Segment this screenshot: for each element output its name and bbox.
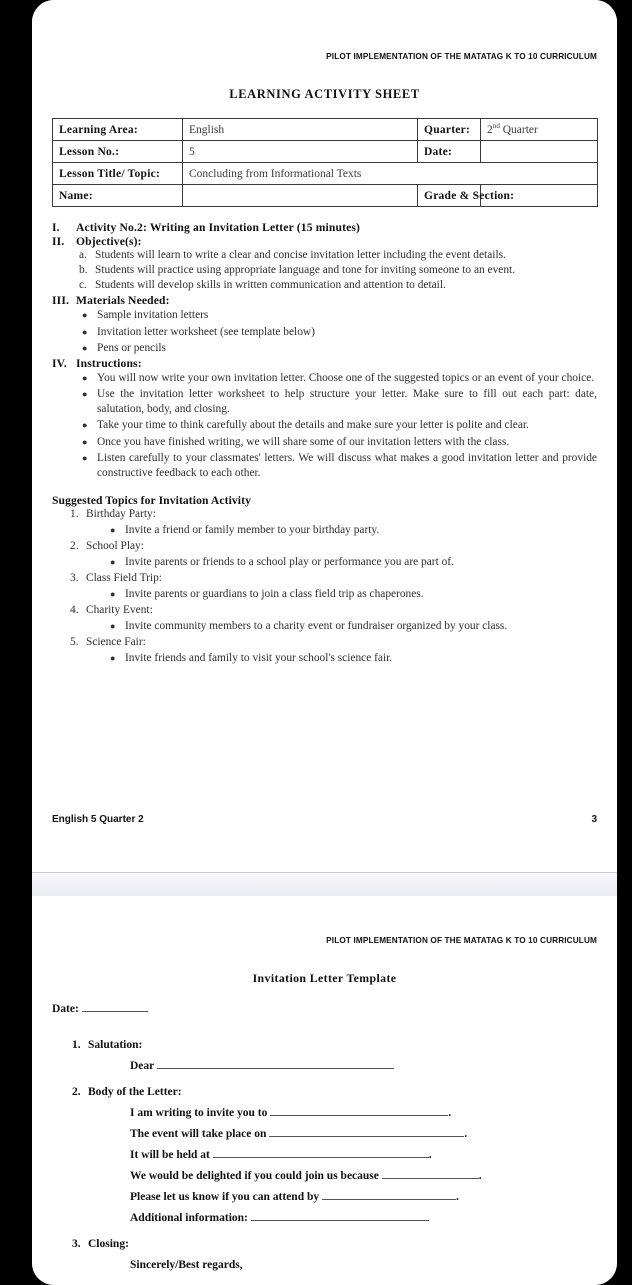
- list-item: [72, 1039, 597, 1072]
- section-activity-numeral: I.: [52, 221, 60, 234]
- body-line-label: I am writing to invite you to: [130, 1107, 268, 1119]
- quarter-label: Quarter:: [418, 119, 481, 141]
- bullet-icon: ●: [82, 310, 88, 321]
- list-item: [70, 603, 597, 635]
- quarter-ordinal-suffix: nd: [492, 121, 500, 130]
- suggested-topics-heading: Suggested Topics for Invitation Activity: [52, 494, 251, 508]
- name-value[interactable]: [183, 185, 418, 207]
- bullet-icon: ●: [82, 326, 88, 337]
- topic-detail: Invite parents or friends to a school play or performance you are part of.: [125, 555, 454, 568]
- template-date-row: [52, 1003, 597, 1015]
- body-line-trailing: .: [428, 1149, 432, 1161]
- objective-marker: c.: [79, 279, 87, 292]
- body-line-blank[interactable]: [322, 1199, 456, 1200]
- list-item: [79, 278, 597, 293]
- topic-marker: 2.: [70, 539, 79, 552]
- bullet-icon: ●: [82, 436, 88, 447]
- list-item: [82, 418, 597, 433]
- table-row-lesson-title: [53, 163, 598, 185]
- lesson-no-value[interactable]: 5: [183, 141, 418, 163]
- body-line-blank[interactable]: [270, 1115, 448, 1116]
- section-materials-title: Materials Needed:: [76, 294, 170, 308]
- material-text: Pens or pencils: [97, 341, 166, 354]
- section-materials-numeral: III.: [52, 294, 70, 308]
- table-row-lesson-no: [53, 141, 598, 163]
- list-item: [82, 435, 597, 450]
- page-title: LEARNING ACTIVITY SHEET: [229, 87, 420, 101]
- name-label: Name:: [53, 185, 183, 207]
- list-item: [82, 325, 597, 340]
- lesson-title-value[interactable]: Concluding from Informational Texts: [183, 163, 598, 185]
- running-header: PILOT IMPLEMENTATION OF THE MATATAG K TO 10 CURRICULUM: [326, 936, 597, 945]
- section-objectives-title: Objective(s):: [76, 235, 142, 248]
- date-label: Date:: [418, 141, 481, 163]
- body-line-label: Please let us know if you can attend by: [130, 1191, 320, 1203]
- topic-title: School Play:: [86, 539, 144, 552]
- topic-detail: Invite community members to a charity event or fundraiser organized by your class.: [125, 619, 508, 632]
- body-line-label: It will be held at: [130, 1149, 210, 1161]
- bullet-icon: ●: [110, 588, 116, 599]
- bullet-icon: ●: [82, 420, 88, 431]
- bullet-icon: ●: [82, 342, 88, 353]
- suggested-topics-list: [52, 507, 597, 667]
- closing-title: Closing:: [88, 1238, 129, 1250]
- list-item: [82, 387, 597, 417]
- document-viewer[interactable]: [32, 0, 617, 1285]
- instruction-text: Take your time to think carefully about the details and make sure your letter is polite and clear.: [97, 419, 529, 432]
- closing-marker: 3.: [72, 1238, 81, 1250]
- topic-marker: 3.: [70, 571, 79, 584]
- bullet-icon: ●: [110, 652, 116, 663]
- body-line-trailing: .: [464, 1128, 468, 1140]
- page-footer: [52, 814, 597, 825]
- body-line-trailing: .: [456, 1191, 459, 1203]
- objectives-list: [52, 248, 597, 293]
- list-item: [82, 308, 597, 323]
- template-sections: [52, 1039, 597, 1271]
- salutation-title: Salutation:: [88, 1039, 143, 1051]
- quarter-value[interactable]: [481, 119, 598, 141]
- document-page-2: [32, 896, 617, 1285]
- template-date-blank[interactable]: [82, 1011, 148, 1012]
- body-line: [130, 1170, 597, 1182]
- section-objectives: [52, 235, 597, 248]
- table-row-name: [53, 185, 598, 207]
- topic-detail: Invite friends and family to visit your school's science fair.: [125, 651, 393, 664]
- bullet-icon: ●: [110, 525, 116, 535]
- list-item: [70, 635, 597, 667]
- objective-text: Students will learn to write a clear and concise invitation letter including the event details.: [95, 249, 506, 261]
- body-line: [130, 1191, 597, 1203]
- topic-detail: Invite parents or guardians to join a class field trip as chaperones.: [125, 587, 424, 600]
- body-line-blank[interactable]: [251, 1220, 429, 1221]
- body-line-trailing: .: [478, 1170, 482, 1182]
- instruction-text: Listen carefully to your classmates' letters. We will discuss what makes a good invitation letter and provide constructive feedback to each other.: [97, 451, 597, 479]
- lesson-title-label: Lesson Title/ Topic:: [53, 163, 183, 185]
- bullet-icon: ●: [82, 372, 88, 383]
- salutation-field-label: Dear: [130, 1060, 155, 1072]
- body-title: Body of the Letter:: [88, 1086, 182, 1098]
- objective-text: Students will practice using appropriate language and tone for inviting someone to an event.: [95, 264, 516, 277]
- bullet-icon: ●: [82, 452, 88, 463]
- learning-area-label: Learning Area:: [53, 119, 183, 141]
- list-item: [72, 1086, 597, 1224]
- closing-text: Sincerely/Best regards,: [130, 1259, 243, 1271]
- list-item: [70, 507, 597, 539]
- list-item: [79, 248, 597, 263]
- objective-text: Students will develop skills in written communication and attention to detail.: [95, 279, 446, 292]
- body-line-blank[interactable]: [269, 1136, 464, 1137]
- grade-section-label: Grade & Section:: [418, 185, 481, 207]
- body-line-label: Additional information:: [130, 1212, 248, 1224]
- topic-title: Science Fair:: [86, 635, 146, 648]
- running-header: PILOT IMPLEMENTATION OF THE MATATAG K TO 10 CURRICULUM: [326, 52, 597, 61]
- bullet-icon: ●: [82, 389, 88, 400]
- list-item: [70, 571, 597, 603]
- bullet-icon: ●: [110, 556, 116, 567]
- body-line: [130, 1212, 597, 1224]
- section-instructions-numeral: IV.: [52, 356, 67, 370]
- objective-marker: a.: [79, 249, 87, 261]
- list-item: [72, 1238, 597, 1271]
- topic-title: Class Field Trip:: [86, 571, 162, 584]
- list-item: [82, 371, 597, 386]
- salutation-blank[interactable]: [157, 1068, 394, 1069]
- section-instructions: [52, 357, 597, 370]
- date-value[interactable]: [481, 141, 598, 163]
- list-item: [70, 539, 597, 571]
- salutation-field: [130, 1060, 597, 1072]
- template-title: Invitation Letter Template: [252, 971, 397, 985]
- material-text: Invitation letter worksheet (see template below): [97, 325, 315, 338]
- section-objectives-numeral: II.: [52, 235, 65, 248]
- topic-title: Birthday Party:: [86, 508, 156, 521]
- learning-area-value[interactable]: English: [183, 119, 418, 141]
- list-item: [79, 263, 597, 278]
- instruction-text: You will now write your own invitation letter. Choose one of the suggested topics or an event of your choice.: [97, 371, 595, 384]
- body-line-label: We would be delighted if you could join us because: [130, 1170, 379, 1182]
- instruction-text: Use the invitation letter worksheet to help structure your letter. Make sure to fill out each part: date, salutation, body, and closing.: [97, 388, 597, 416]
- body-line-blank[interactable]: [213, 1157, 429, 1158]
- quarter-number: 2: [487, 123, 493, 136]
- body-line-blank[interactable]: [382, 1178, 479, 1179]
- topic-marker: 5.: [70, 635, 79, 648]
- quarter-word: Quarter: [499, 123, 538, 136]
- table-row-learning-area: [53, 119, 598, 141]
- list-item: [82, 341, 597, 356]
- topic-title: Charity Event:: [86, 603, 153, 616]
- objective-marker: b.: [79, 264, 88, 277]
- list-item: [82, 451, 597, 481]
- materials-list: [52, 308, 597, 355]
- material-text: Sample invitation letters: [97, 309, 209, 322]
- body-line: [130, 1149, 597, 1161]
- body-line: [130, 1107, 597, 1119]
- section-activity-title: Activity No.2: Writing an Invitation Letter (15 minutes): [76, 221, 361, 234]
- section-materials: [52, 294, 597, 307]
- section-activity: [52, 221, 597, 234]
- lesson-no-label: Lesson No.:: [53, 141, 183, 163]
- topic-marker: 1.: [70, 508, 79, 521]
- body-line: [130, 1128, 597, 1140]
- footer-page-number: 3: [591, 814, 597, 825]
- footer-label: English 5 Quarter 2: [52, 814, 144, 825]
- body-line-label: The event will take place on: [130, 1128, 267, 1140]
- bullet-icon: ●: [110, 620, 116, 631]
- topic-marker: 4.: [70, 603, 79, 616]
- page-separator: [32, 872, 617, 896]
- document-page-1: [32, 0, 617, 872]
- body-marker: 2.: [72, 1086, 81, 1098]
- instructions-list: [52, 371, 597, 481]
- section-instructions-title: Instructions:: [76, 356, 142, 370]
- body-line-trailing: .: [448, 1107, 452, 1119]
- salutation-marker: 1.: [72, 1039, 81, 1051]
- instruction-text: Once you have finished writing, we will share some of our invitation letters with the class.: [97, 435, 510, 448]
- topic-detail: Invite a friend or family member to your birthday party.: [125, 524, 380, 536]
- lesson-info-table: [52, 118, 598, 207]
- template-date-label: Date:: [52, 1003, 79, 1015]
